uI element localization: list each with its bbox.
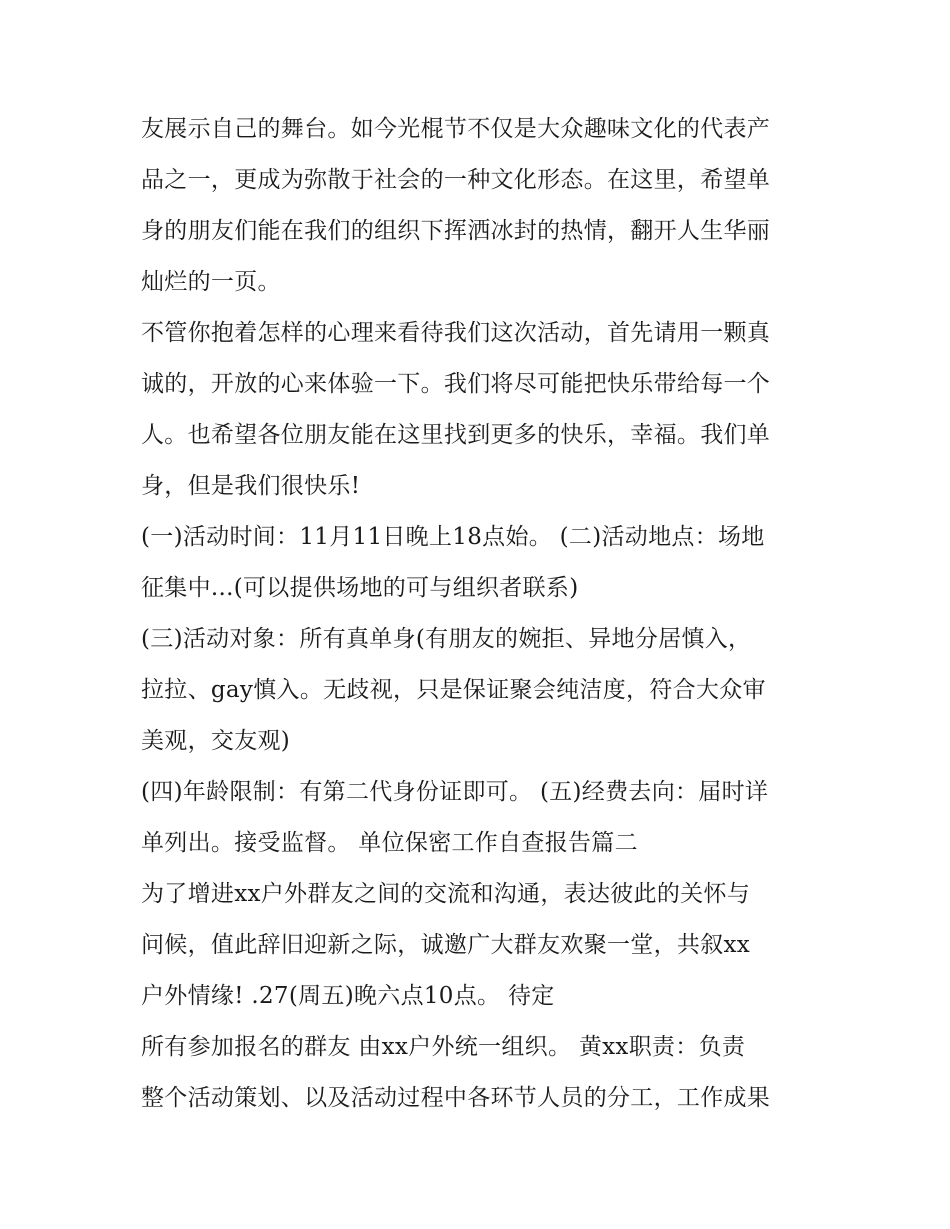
text-line: 友展示自己的舞台。如今光棍节不仅是大众趣味文化的代表产 — [141, 116, 771, 142]
text-line: 灿烂的一页。 — [141, 269, 281, 295]
text-line: 不管你抱着怎样的心理来看待我们这次活动，首先请用一颗真 — [141, 320, 771, 346]
text-line: 所有参加报名的群友 由xx户外统一组织。 黄xx职责：负责 — [141, 1034, 746, 1060]
text-line: (四)年龄限制：有第二代身份证即可。 (五)经费去向：届时详 — [141, 779, 769, 805]
text-line: 整个活动策划、以及活动过程中各环节人员的分工，工作成果 — [141, 1085, 771, 1111]
text-line: (一)活动时间：11月11日晚上18点始。 (二)活动地点：场地 — [141, 524, 765, 550]
text-line: 诚的，开放的心来体验一下。我们将尽可能把快乐带给每一个 — [141, 371, 771, 397]
text-line: 为了增进xx户外群友之间的交流和沟通，表达彼此的关怀与 — [141, 881, 751, 907]
text-line: 户外情缘! .27(周五)晚六点10点。 待定 — [141, 983, 555, 1009]
text-line: 身，但是我们很快乐! — [141, 473, 361, 499]
text-line: 拉拉、gay慎入。无歧视，只是保证聚会纯洁度，符合大众审 — [141, 677, 766, 703]
text-line: 征集中...(可以提供场地的可与组织者联系) — [141, 575, 579, 601]
text-line: 单列出。接受监督。 单位保密工作自查报告篇二 — [141, 830, 638, 856]
text-line: 问候，值此辞旧迎新之际，诚邀广大群友欢聚一堂，共叙xx — [141, 932, 751, 958]
text-line: (三)活动对象：所有真单身(有朋友的婉拒、异地分居慎入， — [141, 626, 752, 652]
text-line: 身的朋友们能在我们的组织下挥洒冰封的热情，翻开人生华丽 — [141, 218, 771, 244]
text-line: 人。也希望各位朋友能在这里找到更多的快乐，幸福。我们单 — [141, 422, 771, 448]
document-body — [141, 104, 821, 1124]
text-line: 美观，交友观) — [141, 728, 291, 754]
text-line: 品之一，更成为弥散于社会的一种文化形态。在这里，希望单 — [141, 167, 771, 193]
